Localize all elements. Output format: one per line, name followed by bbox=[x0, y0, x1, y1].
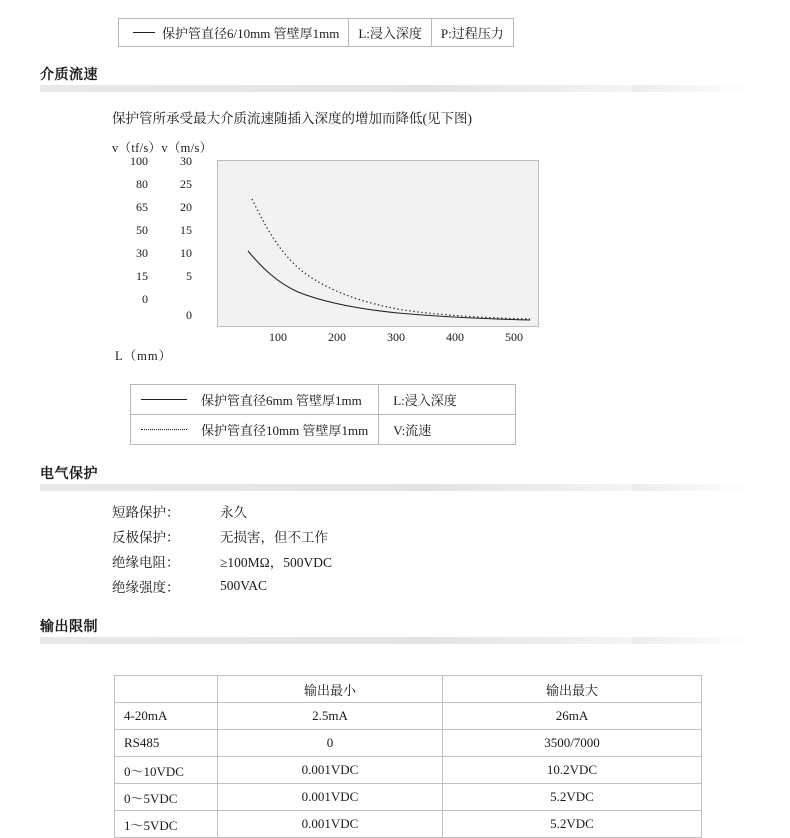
output-row-type: RS485 bbox=[115, 730, 218, 757]
table-header-row bbox=[115, 676, 702, 703]
table-row bbox=[115, 811, 702, 838]
medium-velocity-description: 保护管所承受最大介质流速随插入深度的增加而降低(见下图) bbox=[112, 111, 472, 126]
chart-ytick-right-5: 5 bbox=[186, 269, 192, 283]
output-row-min: 0 bbox=[218, 730, 443, 757]
output-row-type: 0～10VDC bbox=[115, 757, 218, 784]
ep-key-reverse-polarity: 反极保护： bbox=[112, 529, 180, 545]
electrical-protection-list bbox=[112, 498, 332, 598]
list-item bbox=[112, 548, 332, 573]
ep-value-reverse-polarity: 无损害，但不工作 bbox=[220, 529, 328, 545]
chart-ytick-left-50: 50 bbox=[136, 223, 148, 237]
chart-legend-right-depth: L:浸入深度 bbox=[379, 385, 516, 415]
chart-curves bbox=[218, 161, 538, 326]
table-row bbox=[115, 730, 702, 757]
output-row-type: 4-20mA bbox=[115, 703, 218, 730]
chart-ytick-right-0: 0 bbox=[186, 308, 192, 322]
output-row-min: 0.001VDC bbox=[218, 757, 443, 784]
output-row-max: 5.2VDC bbox=[443, 811, 702, 838]
chart-series-dotted-10mm bbox=[252, 199, 530, 319]
chart-legend-label-dotted: 保护管直径10mm 管壁厚1mm bbox=[201, 423, 369, 438]
chart-ytick-right-20: 20 bbox=[180, 200, 192, 214]
ep-value-short-circuit: 永久 bbox=[220, 504, 247, 520]
top-legend-cell-depth: L:浸入深度 bbox=[349, 19, 432, 47]
chart-ytick-left-100: 100 bbox=[130, 154, 148, 168]
top-legend-cell-diameter bbox=[119, 19, 349, 47]
section-title-output-limit: 输出限制 bbox=[40, 618, 98, 634]
chart-ytick-right-10: 10 bbox=[180, 246, 192, 260]
section-divider-bar bbox=[40, 85, 752, 92]
ep-key-insulation-strength: 绝缘强度： bbox=[112, 579, 180, 595]
ep-value-insulation-strength: 500VAC bbox=[220, 577, 268, 593]
section-divider-bar bbox=[40, 637, 752, 644]
chart-xtick-500: 500 bbox=[505, 330, 523, 344]
output-row-max: 26mA bbox=[443, 703, 702, 730]
chart-ytick-left-80: 80 bbox=[136, 177, 148, 191]
dotted-line-icon bbox=[141, 429, 187, 430]
chart-xlabel: L（mm） bbox=[115, 349, 173, 363]
output-table-header-min: 输出最小 bbox=[218, 676, 443, 703]
chart-ytick-right-15: 15 bbox=[180, 223, 192, 237]
table-row bbox=[131, 385, 516, 415]
list-item bbox=[112, 498, 332, 523]
table-row bbox=[115, 757, 702, 784]
chart-ytick-left-30: 30 bbox=[136, 246, 148, 260]
solid-line-icon bbox=[141, 399, 187, 400]
solid-line-icon bbox=[133, 32, 155, 33]
chart-legend-row-solid bbox=[131, 385, 379, 415]
output-row-max: 10.2VDC bbox=[443, 757, 702, 784]
section-header-medium-velocity bbox=[0, 64, 790, 90]
output-table-header-blank bbox=[115, 676, 218, 703]
section-title-medium-velocity: 介质流速 bbox=[40, 66, 98, 82]
chart-series-solid-6mm bbox=[248, 251, 530, 320]
chart-xtick-300: 300 bbox=[387, 330, 405, 344]
chart-ylabel-left: v（tf/s） bbox=[112, 141, 162, 155]
list-item bbox=[112, 573, 332, 598]
output-limit-table bbox=[114, 675, 702, 838]
ep-value-insulation-resistance: ≥100MΩ，500VDC bbox=[220, 554, 332, 570]
table-row bbox=[115, 784, 702, 811]
chart-ytick-right-30: 30 bbox=[180, 154, 192, 168]
output-row-type: 0～5VDC bbox=[115, 784, 218, 811]
chart-plot-area bbox=[217, 160, 539, 327]
chart-ytick-left-15: 15 bbox=[136, 269, 148, 283]
ep-key-short-circuit: 短路保护： bbox=[112, 504, 180, 520]
output-table-header-max: 输出最大 bbox=[443, 676, 702, 703]
output-row-min: 0.001VDC bbox=[218, 784, 443, 811]
chart-legend-row-dotted bbox=[131, 415, 379, 445]
chart-legend-right-velocity: V:流速 bbox=[379, 415, 516, 445]
velocity-chart bbox=[112, 138, 552, 363]
output-row-max: 5.2VDC bbox=[443, 784, 702, 811]
chart-xtick-200: 200 bbox=[328, 330, 346, 344]
section-header-output-limit bbox=[0, 616, 790, 642]
list-item bbox=[112, 523, 332, 548]
chart-ylabel-right: v（m/s） bbox=[161, 141, 213, 155]
ep-key-insulation-resistance: 绝缘电阻： bbox=[112, 554, 180, 570]
output-row-type: 1～5VDC bbox=[115, 811, 218, 838]
table-row bbox=[119, 19, 514, 47]
top-legend-text-diameter: 保护管直径6/10mm 管壁厚1mm bbox=[162, 26, 340, 41]
chart-ytick-right-25: 25 bbox=[180, 177, 192, 191]
table-row bbox=[115, 703, 702, 730]
section-title-electrical-protection: 电气保护 bbox=[40, 465, 98, 481]
chart-xtick-400: 400 bbox=[446, 330, 464, 344]
output-row-min: 2.5mA bbox=[218, 703, 443, 730]
chart-legend-table bbox=[130, 384, 516, 445]
chart-ytick-left-0: 0 bbox=[142, 292, 148, 306]
top-legend-cell-pressure: P:过程压力 bbox=[431, 19, 513, 47]
output-row-min: 0.001VDC bbox=[218, 811, 443, 838]
table-row bbox=[131, 415, 516, 445]
section-header-electrical-protection bbox=[0, 463, 790, 489]
output-row-max: 3500/7000 bbox=[443, 730, 702, 757]
chart-legend-label-solid: 保护管直径6mm 管壁厚1mm bbox=[201, 393, 362, 408]
chart-xtick-100: 100 bbox=[269, 330, 287, 344]
top-legend-table bbox=[118, 18, 514, 47]
section-divider-bar bbox=[40, 484, 752, 491]
chart-ytick-left-65: 65 bbox=[136, 200, 148, 214]
